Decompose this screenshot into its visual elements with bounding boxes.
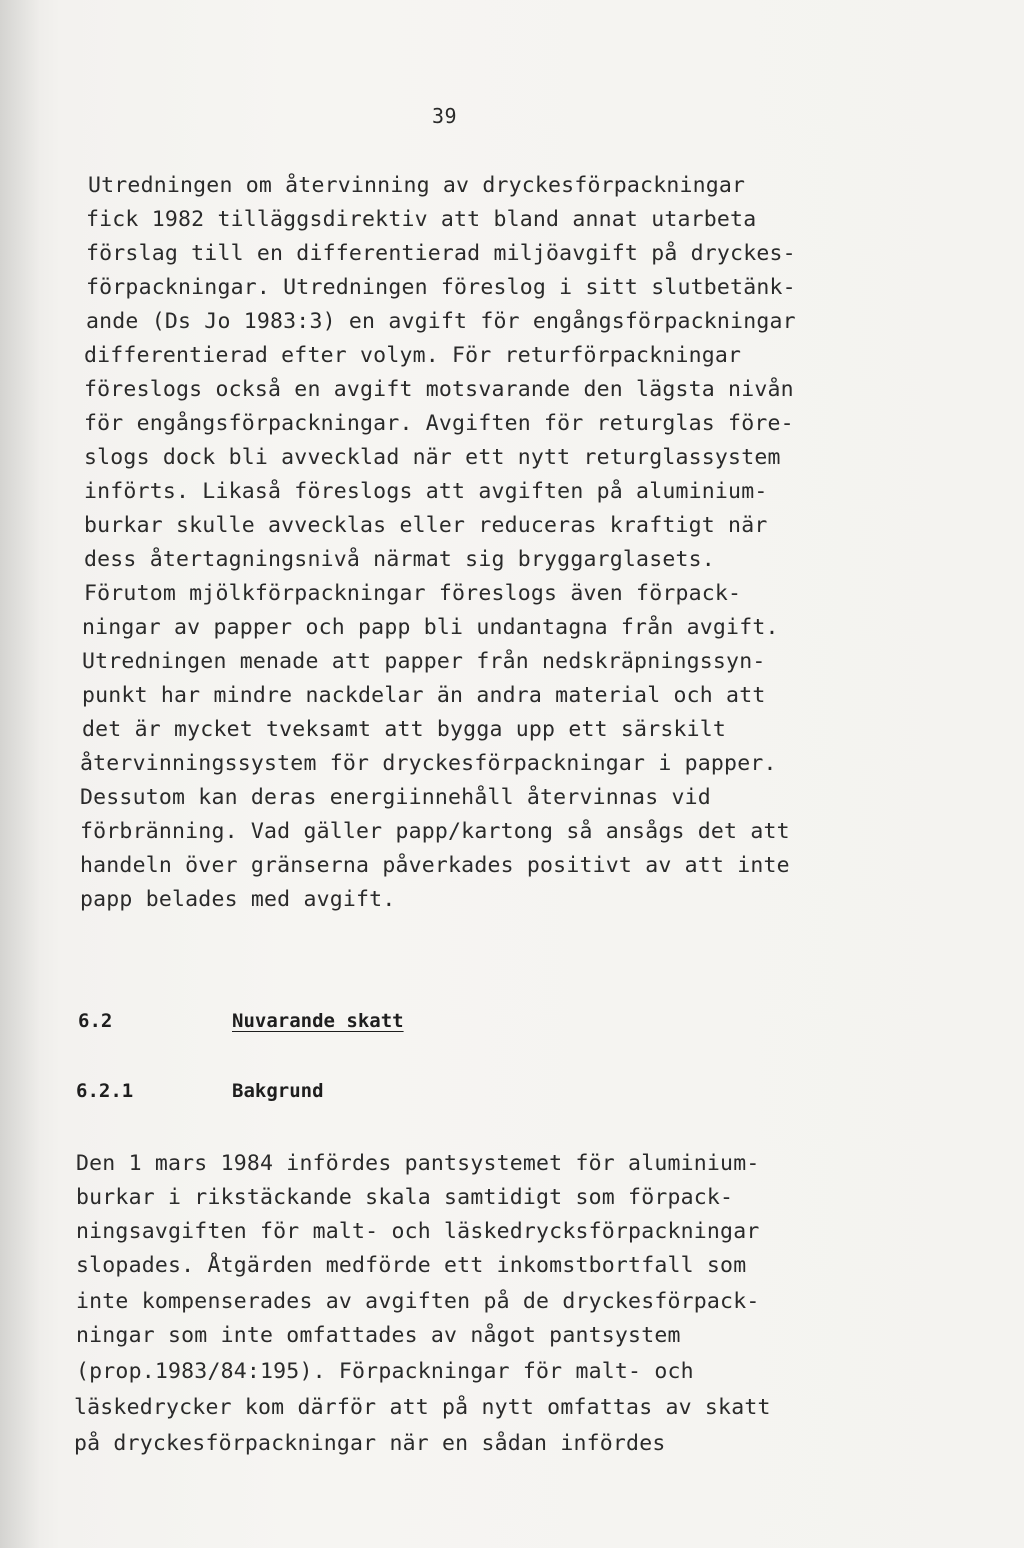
paragraph-line: återvinningssystem för dryckesförpackningar i papper. bbox=[80, 751, 777, 776]
paragraph-line: ningsavgiften för malt- och läskedrycksförpackningar bbox=[76, 1219, 760, 1244]
subsection-number: 6.2.1 bbox=[76, 1080, 134, 1102]
paragraph-line: Utredningen om återvinning av dryckesförpackningar bbox=[88, 173, 746, 198]
paragraph-line: för engångsförpackningar. Avgiften för returglas före- bbox=[84, 411, 794, 436]
paragraph-line: dess återtagningsnivå närmat sig bryggarglasets. bbox=[84, 547, 715, 572]
paragraph-line: förbränning. Vad gäller papp/kartong så ansågs det att bbox=[80, 819, 790, 844]
paragraph-line: handeln över gränserna påverkades positivt av att inte bbox=[80, 853, 790, 878]
paragraph-line: ande (Ds Jo 1983:3) en avgift för engångsförpackningar bbox=[86, 309, 796, 334]
paragraph-line: slopades. Åtgärden medförde ett inkomstbortfall som bbox=[76, 1253, 747, 1278]
paragraph-line: slogs dock bli avvecklad när ett nytt returglassystem bbox=[84, 445, 781, 470]
paragraph-line: läskedrycker kom därför att på nytt omfattas av skatt bbox=[74, 1395, 771, 1420]
paragraph-line: papp belades med avgift. bbox=[80, 887, 396, 912]
paragraph-line: ningar av papper och papp bli undantagna från avgift. bbox=[82, 615, 779, 640]
section-number: 6.2 bbox=[78, 1010, 113, 1032]
paragraph-line: ningar som inte omfattades av något pantsystem bbox=[76, 1323, 681, 1348]
paragraph-line: förslag till en differentierad miljöavgift på dryckes- bbox=[86, 241, 796, 266]
paragraph-line: inte kompenserades av avgiften på de dryckesförpack- bbox=[76, 1289, 760, 1314]
paragraph-line: differentierad efter volym. För returförpackningar bbox=[84, 343, 742, 368]
paragraph-line: burkar skulle avvecklas eller reduceras kraftigt när bbox=[84, 513, 768, 538]
paragraph-line: fick 1982 tilläggsdirektiv att bland annat utarbeta bbox=[86, 207, 757, 232]
paragraph-line: förpackningar. Utredningen föreslog i sitt slutbetänk- bbox=[86, 275, 796, 300]
paragraph-line: föreslogs också en avgift motsvarande den lägsta nivån bbox=[84, 377, 794, 402]
paragraph-line: Förutom mjölkförpackningar föreslogs även förpack- bbox=[84, 581, 742, 606]
paragraph-line: det är mycket tveksamt att bygga upp ett särskilt bbox=[82, 717, 727, 742]
paragraph-line: burkar i rikstäckande skala samtidigt som förpack- bbox=[76, 1185, 734, 1210]
paragraph-line: Dessutom kan deras energiinnehåll återvinnas vid bbox=[80, 785, 711, 810]
page-number: 39 bbox=[432, 104, 458, 128]
paragraph-line: Den 1 mars 1984 infördes pantsystemet för aluminium- bbox=[76, 1151, 760, 1176]
section-title: Nuvarande skatt bbox=[232, 1010, 404, 1032]
subsection-title: Bakgrund bbox=[232, 1080, 324, 1102]
page-edge-shadow bbox=[0, 0, 40, 1548]
paragraph-line: på dryckesförpackningar när en sådan infördes bbox=[74, 1431, 666, 1456]
paragraph-line: punkt har mindre nackdelar än andra material och att bbox=[82, 683, 766, 708]
paragraph-line: (prop.1983/84:195). Förpackningar för malt- och bbox=[76, 1359, 694, 1384]
paragraph-line: införts. Likaså föreslogs att avgiften på aluminium- bbox=[84, 479, 768, 504]
paragraph-line: Utredningen menade att papper från nedskräpningssyn- bbox=[82, 649, 766, 674]
